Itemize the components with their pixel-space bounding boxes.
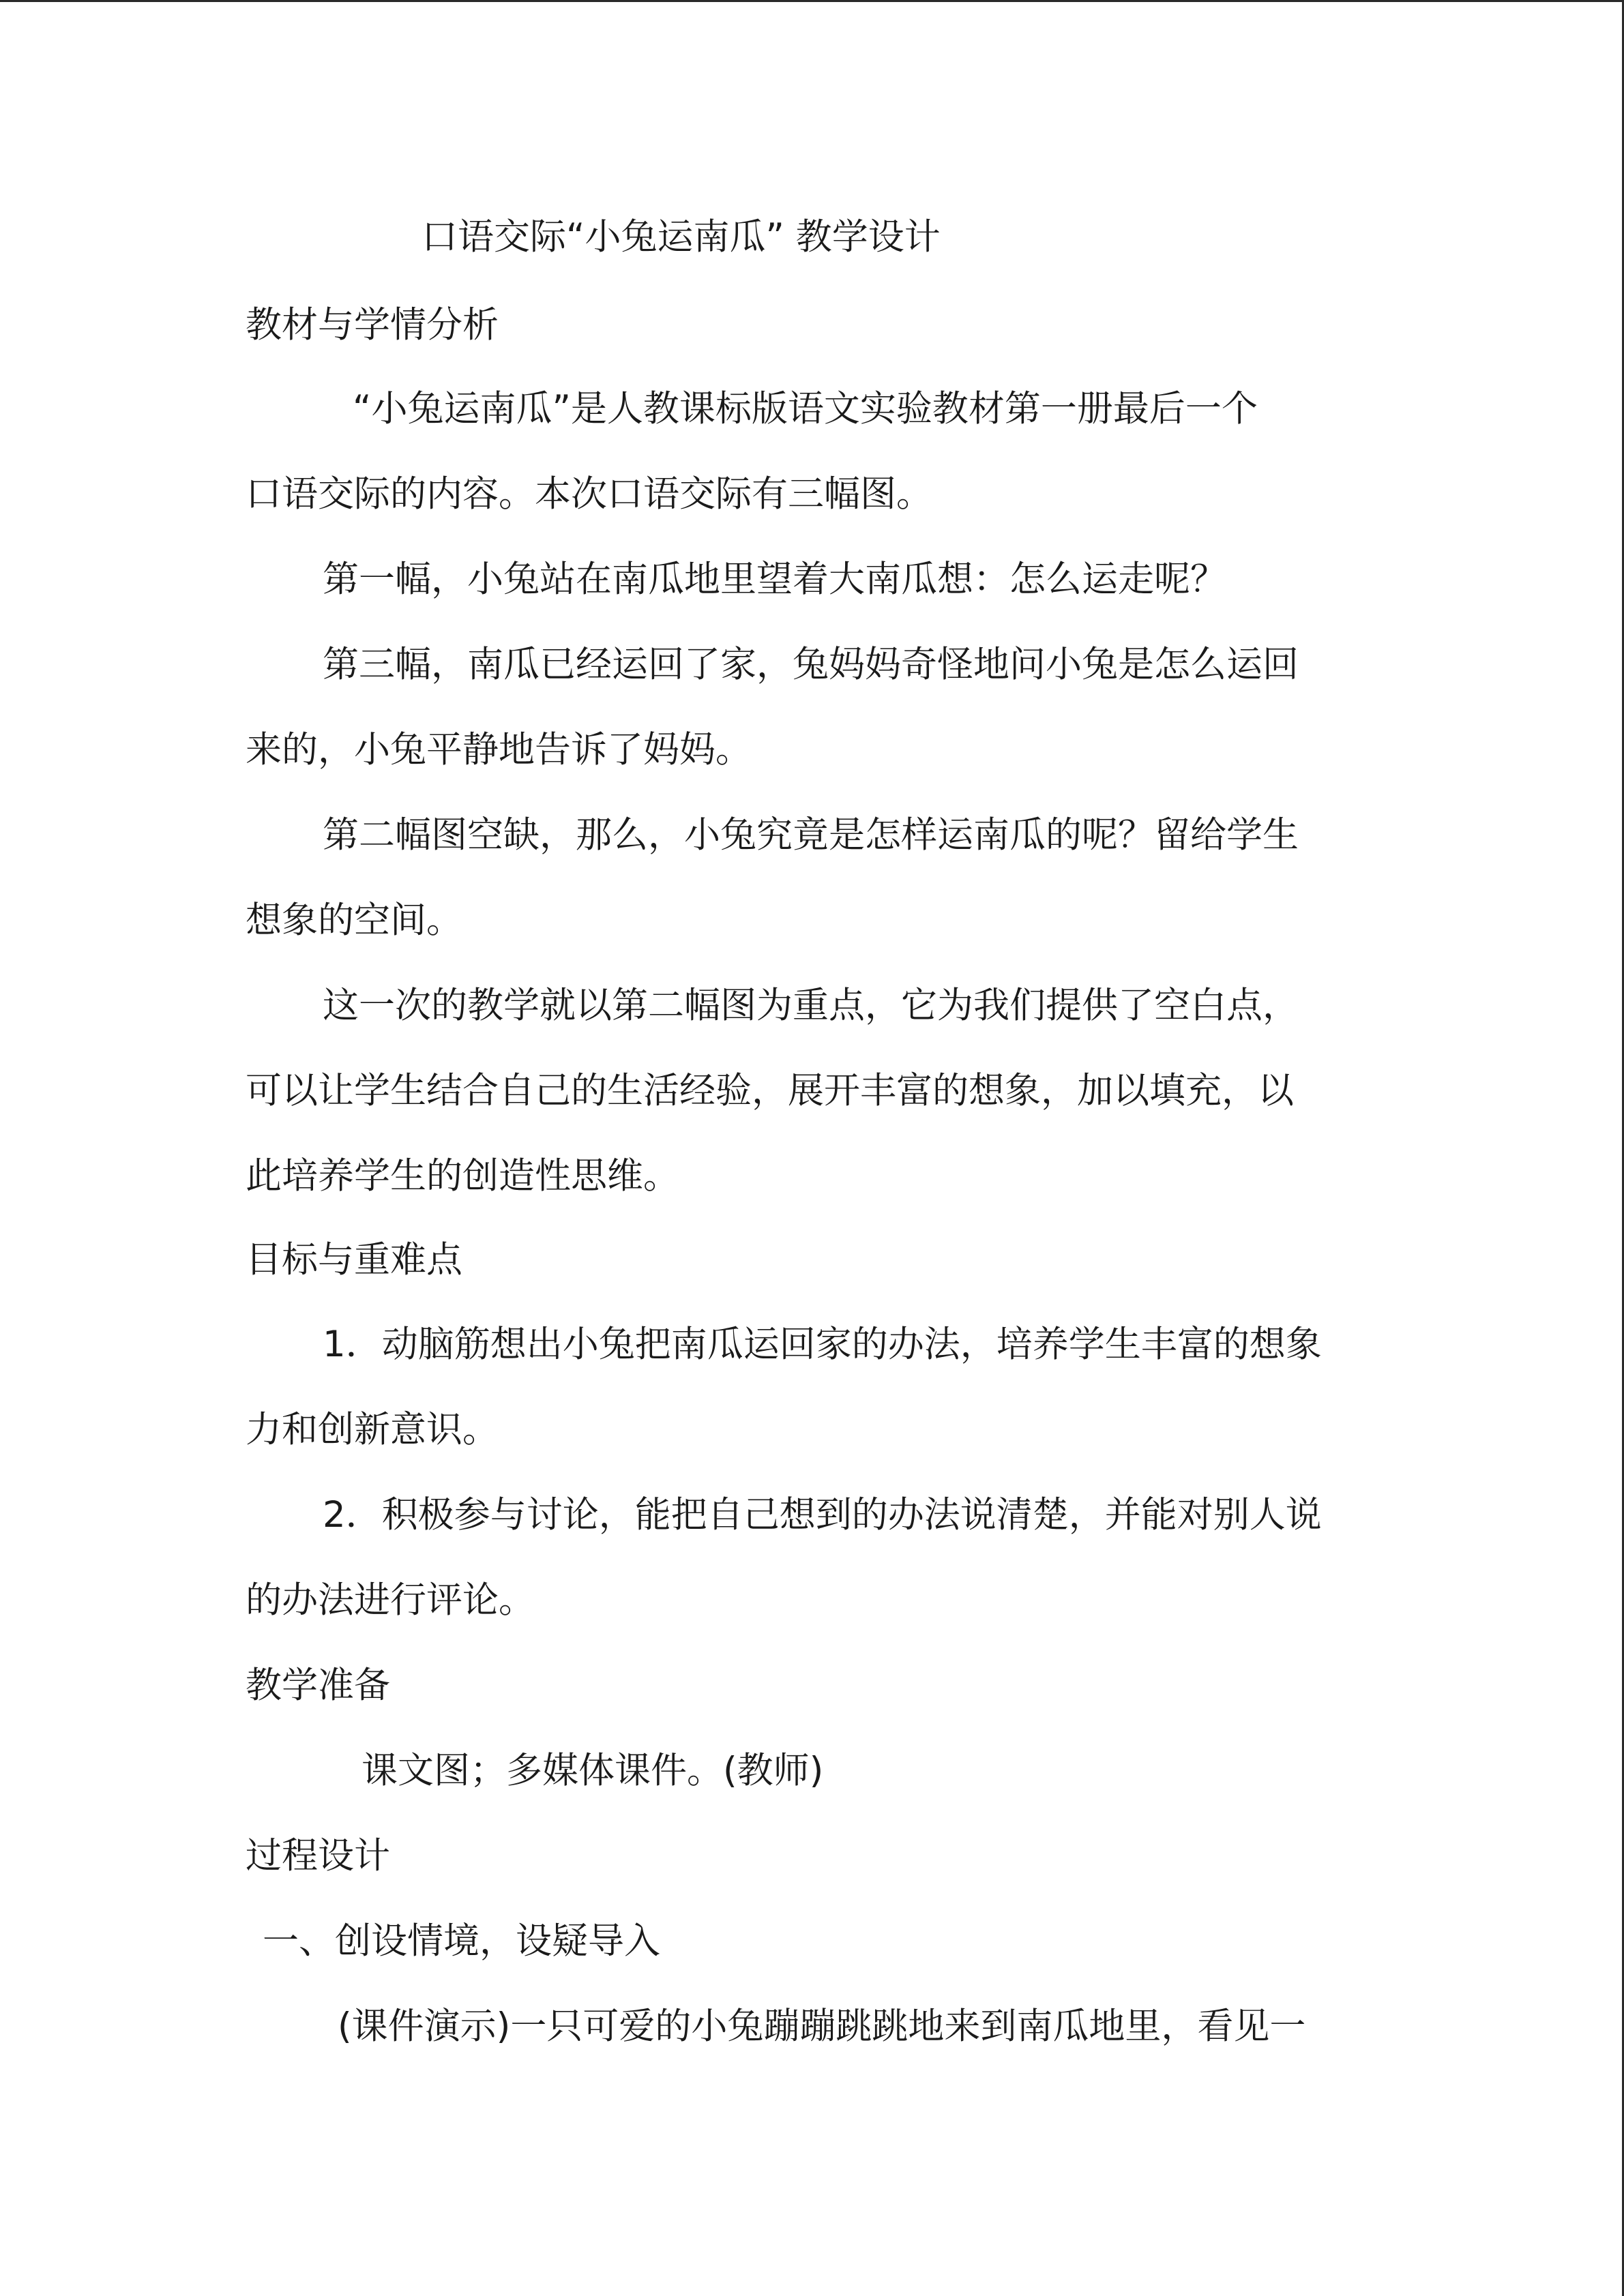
paragraph-line: 第二幅图空缺，那么，小兔究竟是怎样运南瓜的呢？留给学生 xyxy=(323,814,1299,856)
paragraph-line: 可以让学生结合自己的生活经验，展开丰富的想象，加以填充，以 xyxy=(246,1070,1294,1112)
paragraph-line: 第一幅，小兔站在南瓜地里望着大南瓜想：怎么运走呢？ xyxy=(323,558,1226,600)
section-heading-process: 过程设计 xyxy=(246,1835,390,1877)
paragraph-line: 这一次的教学就以第二幅图为重点，它为我们提供了空白点， xyxy=(323,985,1299,1026)
goal-item-line: 的办法进行评论。 xyxy=(246,1579,535,1621)
document-title: 口语交际“小兔运南瓜” 教学设计 xyxy=(422,216,941,258)
goal-item-line: 力和创新意识。 xyxy=(246,1409,499,1450)
paragraph-line: 口语交际的内容。本次口语交际有三幅图。 xyxy=(246,473,932,515)
paragraph-line: 第三幅，南瓜已经运回了家，兔妈妈奇怪地问小兔是怎么运回 xyxy=(323,644,1299,685)
goal-item-line: 1．动脑筋想出小兔把南瓜运回家的办法，培养学生丰富的想象 xyxy=(323,1324,1322,1365)
step-heading: 一、创设情境，设疑导入 xyxy=(263,1920,660,1962)
paragraph-line: 此培养学生的创造性思维。 xyxy=(246,1155,679,1197)
paragraph-line: 课文图；多媒体课件。(教师) xyxy=(361,1750,824,1791)
section-heading-prep: 教学准备 xyxy=(246,1665,390,1706)
paragraph-line: 来的，小兔平静地告诉了妈妈。 xyxy=(246,729,752,771)
goal-item-line: 2．积极参与讨论，能把自己想到的办法说清楚，并能对别人说 xyxy=(323,1494,1322,1536)
section-heading-analysis: 教材与学情分析 xyxy=(246,304,499,346)
paragraph-line: 想象的空间。 xyxy=(246,899,462,941)
paragraph-line: “小兔运南瓜”是人教课标版语文实验教材第一册最后一个 xyxy=(353,388,1258,430)
paragraph-line: (课件演示)一只可爱的小兔蹦蹦跳跳地来到南瓜地里，看见一 xyxy=(338,2006,1306,2047)
section-heading-goals: 目标与重难点 xyxy=(246,1239,462,1281)
